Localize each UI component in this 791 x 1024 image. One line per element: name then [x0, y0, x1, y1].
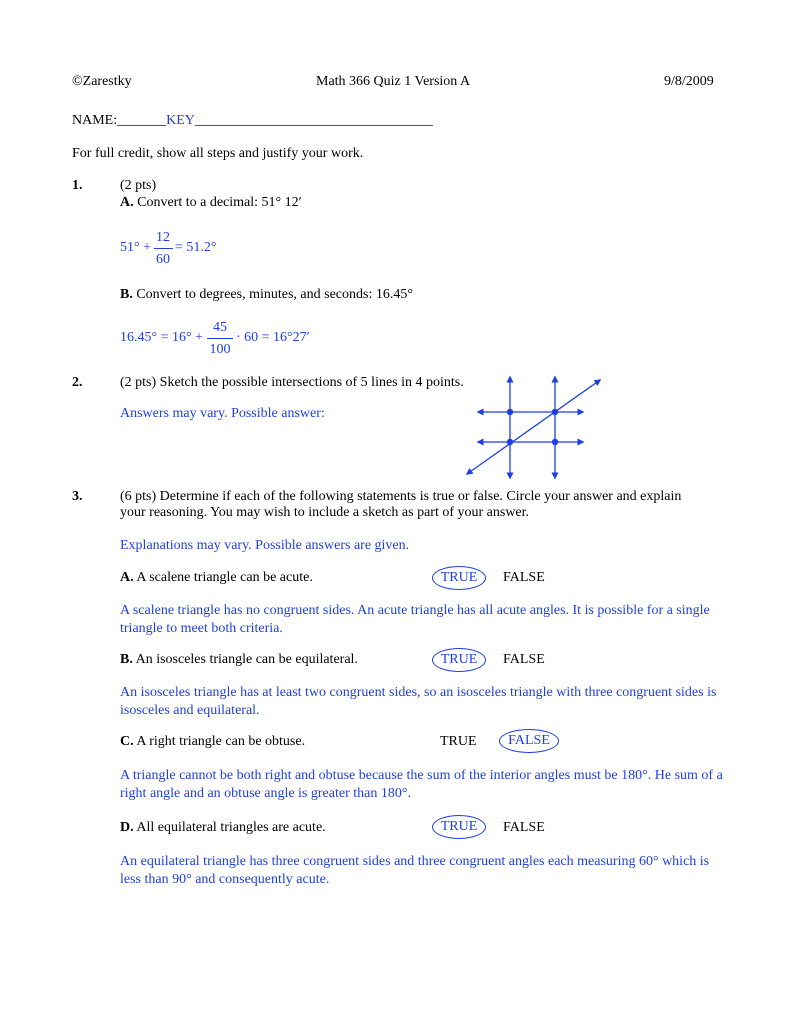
q3-item-b-true-circled: TRUE: [432, 648, 486, 672]
q2-number: 2.: [72, 375, 83, 390]
name-line: [72, 113, 433, 129]
q2-text: (2 pts) Sketch the possible intersections of 5 lines in 4 points.: [120, 375, 464, 390]
q3-note: Explanations may vary. Possible answers are given.: [120, 538, 410, 553]
q3-item-d-statement: D. All equilateral triangles are acute.: [120, 820, 326, 835]
intersection-point: [552, 409, 558, 415]
header-title: Math 366 Quiz 1 Version A: [316, 74, 471, 89]
intersection-point: [552, 439, 558, 445]
q1-a-lead: 51° +: [120, 240, 151, 255]
header-date: 9/8/2009: [664, 74, 714, 89]
q3-item-b-statement: B. An isosceles triangle can be equilateral.: [120, 652, 358, 667]
intersection-point: [507, 439, 513, 445]
q3-item-c-statement: C. A right triangle can be obtuse.: [120, 734, 306, 749]
q3-item-b-explanation: An isosceles triangle has at least two congruent sides, so an isosceles triangle with three congruent sides is isosceles and equilateral.: [120, 685, 717, 718]
q1-b-result: · 60 = 16°27′: [236, 330, 310, 345]
q3-text-line2: your reasoning. You may wish to include a sketch as part of your answer.: [120, 505, 530, 520]
q1-a-fraction-bar: [154, 248, 173, 249]
q3-item-c-false-circled: FALSE: [499, 729, 559, 753]
q1-part-b: B. Convert to degrees, minutes, and seconds: 16.45°: [120, 287, 413, 302]
q3-number: 3.: [72, 489, 83, 504]
q3-item-d-false: FALSE: [503, 820, 545, 835]
q1-a-numerator: 12: [156, 230, 170, 245]
instructions: For full credit, show all steps and justify your work.: [72, 146, 364, 161]
q2-answer-note: Answers may vary. Possible answer:: [120, 406, 325, 421]
q3-item-a-true-circled: TRUE: [432, 566, 486, 590]
q1-b-lead: 16.45° = 16° +: [120, 330, 203, 345]
q3-item-a-explanation: A scalene triangle has no congruent sides. An acute triangle has all acute angles. It is possible for a single triangle to meet both criteria.: [120, 603, 710, 636]
q3-item-d-explanation: An equilateral triangle has three congruent sides and three congruent angles each measuring 60° which is less than 90° and consequently acute.: [120, 854, 710, 887]
q1-points: (2 pts): [120, 178, 157, 193]
q1-b-fraction-bar: [207, 338, 233, 339]
diagonal-line: [467, 380, 600, 474]
q3-item-c-true: TRUE: [440, 734, 477, 749]
q1-a-denominator: 60: [156, 252, 170, 267]
q1-b-numerator: 45: [213, 320, 227, 335]
intersection-point: [507, 409, 513, 415]
q1-a-result: = 51.2°: [175, 240, 217, 255]
name-key: KEY: [166, 113, 195, 128]
name-underline: __________________________________: [194, 113, 433, 128]
q3-item-a-statement: A. A scalene triangle can be acute.: [120, 570, 313, 585]
q1-b-denominator: 100: [209, 342, 231, 357]
name-label: NAME:_______: [72, 113, 167, 128]
q3-item-d-true-circled: TRUE: [432, 815, 486, 839]
q3-text-line1: (6 pts) Determine if each of the following statements is true or false. Circle your answer and explain: [120, 489, 682, 504]
q1-number: 1.: [72, 178, 83, 193]
lines-intersection-sketch: [462, 372, 610, 482]
q1-part-a: A. Convert to a decimal: 51° 12′: [120, 195, 302, 210]
q3-item-b-false: FALSE: [503, 652, 545, 667]
header-author: ©Zarestky: [72, 74, 132, 89]
q3-item-a-false: FALSE: [503, 570, 545, 585]
q3-item-c-explanation: A triangle cannot be both right and obtuse because the sum of the interior angles must be 180°. He sum of a right angle and an obtuse angle is greater than 180°.: [120, 768, 723, 801]
